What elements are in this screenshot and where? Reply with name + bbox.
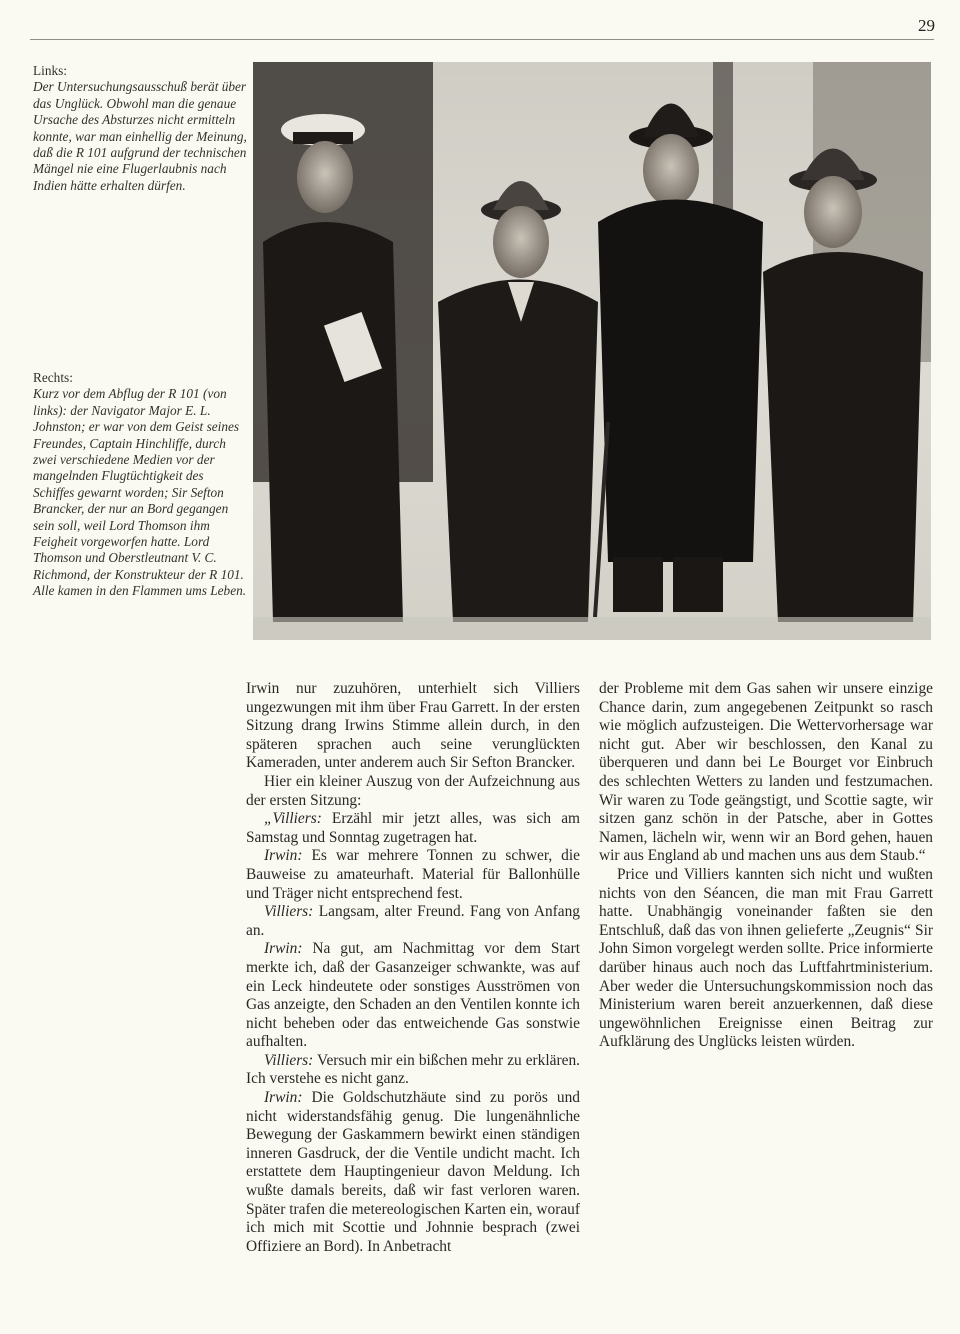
speaker-label: Irwin: xyxy=(264,1089,303,1107)
speaker-label: Villiers: xyxy=(264,903,314,921)
dialogue-line: Irwin: Die Goldschutzhäute sind zu porös und nicht widerstandsfähig genug. Die lungenähnliche Bewegung der Gaskammern bewirkt einen ständigen inneren Gasdruck, der die Ventile undicht macht. Ich erstattete dem Hauptingenieur davon Meldung. Ich wußte damals bereits, daß wir fast verloren waren. Später trafen die metereologischen Karten ein, worauf ich mich mit Scottie und Johnnie besprach (zwei Offiziere an Bord). In Anbetracht xyxy=(246,1089,580,1255)
caption-left-heading: Links: xyxy=(33,63,67,78)
speaker-label: „Villiers: xyxy=(264,810,322,828)
body-column-1 xyxy=(246,680,580,1256)
paragraph: der Probleme mit dem Gas sahen wir unsere einzige Chance darin, zum angegebenen Zeitpunkt so rasch wie möglich aufzusteigen. Die Wettervorhersage war nicht gut. Aber wir beschlossen, den Kanal zu überqueren und dann bei Le Bourget vor Einbruch des schlechten Wetters zu landen und festzumachen. Wir waren zu Tode geängstigt, und Scottie sagte, wir sitzen ganz schön in der Patsche, aber in Gottes Namen, lächeln wir, wenn wir an Bord gehen, hauen wir aus England ab und machen uns aus dem Staub.“ xyxy=(599,680,933,865)
group-photo xyxy=(253,62,931,640)
paragraph: Irwin nur zuzuhören, unterhielt sich Villiers ungezwungen mit ihm über Frau Garrett. In der ersten Sitzung drang Irwins Stimme allein durch, in den späteren sprachen auch seine verunglückten Kameraden, unter anderem auch Sir Sefton Brancker. xyxy=(246,680,580,772)
paragraph: Price und Villiers kannten sich nicht und wußten nichts von den Séancen, die man mit Frau Garrett hatte. Unabhängig voneinander faßten sie den Entschluß, daß das von ihnen gelieferte „Zeugnis“ Sir John Simon vorgelegt werden sollte. Price informierte darüber hinaus auch noch das Luftfahrtministerium. Aber weder die Untersuchungskommission noch das Ministerium waren bereit anzuerkennen, daß diese ungewöhnlichen Ereignisse einen Beitrag zur Aufklärung des Unglücks leisten würden. xyxy=(599,865,933,1051)
caption-left-text: Der Untersuchungsausschuß berät über das Unglück. Obwohl man die genaue Ursache des Absturzes nicht ermitteln konnte, war man einhellig der Meinung, daß die R 101 aufgrund der technischen Mängel nie eine Flugerlaubnis nach Indien hätte erhalten dürfen. xyxy=(33,79,247,193)
dialogue-line: Villiers: Versuch mir ein bißchen mehr zu erklären. Ich verstehe es nicht ganz. xyxy=(246,1051,580,1088)
dialogue-line: Irwin: Na gut, am Nachmittag vor dem Start merkte ich, daß der Gasanzeiger schwankte, was auf ein Leck hindeutete oder sonstiges Ausströmen von Gas anzeigte, den Schaden an den Ventilen konnte ich nicht beheben oder das entweichende Gas sonstwie aufhalten. xyxy=(246,940,580,1051)
dialogue-line: Villiers: Langsam, alter Freund. Fang von Anfang an. xyxy=(246,903,580,939)
page-number: 29 xyxy=(918,16,935,35)
body-column-2 xyxy=(599,680,933,1052)
group-photo-illustration xyxy=(253,62,931,640)
speaker-label: Irwin: xyxy=(264,940,303,958)
dialogue-line: „Villiers: Erzähl mir jetzt alles, was sich am Samstag und Sonntag zugetragen hat. xyxy=(246,810,580,846)
header-rule xyxy=(30,39,934,40)
caption-right xyxy=(33,370,248,600)
dialogue-line: Irwin: Es war mehrere Tonnen zu schwer, die Bauweise zu amateurhaft. Material für Ballonhülle und Träger nicht entsprechend fest. xyxy=(246,847,580,902)
speaker-label: Villiers: xyxy=(264,1051,314,1069)
caption-right-heading: Rechts: xyxy=(33,370,73,385)
caption-left xyxy=(33,63,248,194)
speaker-label: Irwin: xyxy=(264,847,303,865)
paragraph: Hier ein kleiner Auszug von der Aufzeichnung aus der ersten Sitzung: xyxy=(246,772,580,809)
caption-right-text: Kurz vor dem Abflug der R 101 (von links): der Navigator Major E. L. Johnston; er war von dem Geist seines Freundes, Captain Hinchliffe, durch zwei verschiedene Medien vor der mangelnden Flugtüchtigkeit des Schiffes gewarnt worden; Sir Sefton Brancker, der nur an Bord gegangen sein soll, weil Lord Thomson ihm Feigheit vorgeworfen hatte. Lord Thomson und Oberstleutnant V. C. Richmond, der Konstrukteur der R 101. Alle kamen in den Flammen ums Leben. xyxy=(33,386,247,599)
